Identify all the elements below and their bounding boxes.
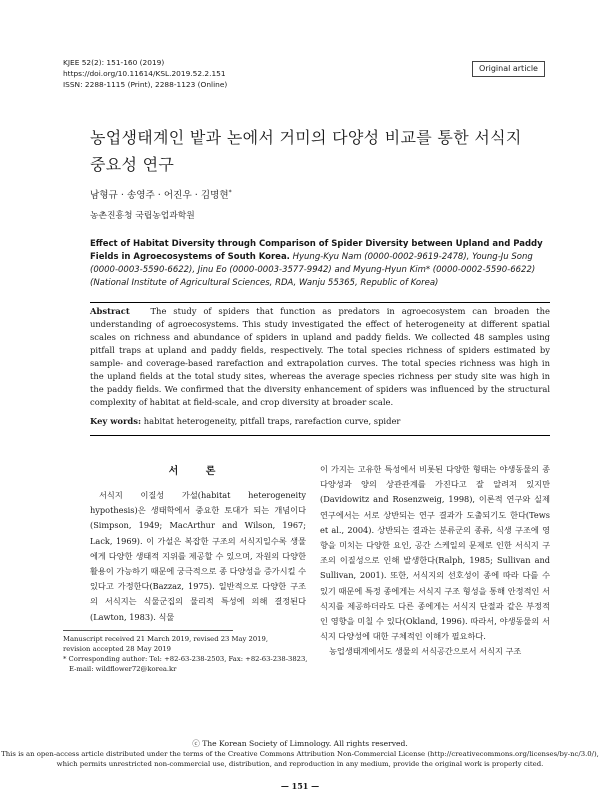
- english-title-block: [90, 238, 550, 290]
- english-title: Effect of Habitat Diversity through Comparison of Spider Diversity between Upland and Paddy Fields in Agroecosystems of South Korea.: [90, 239, 543, 262]
- journal-meta: [63, 57, 227, 90]
- keywords-text: habitat heterogeneity, pitfall traps, rarefaction curve, spider: [143, 416, 401, 426]
- copyright-line: ⓒ The Korean Society of Limnology. All rights reserved.: [192, 739, 408, 748]
- footnote: [63, 634, 313, 674]
- keywords-label: Key words:: [90, 416, 142, 426]
- doi-link[interactable]: https://doi.org/10.11614/KSL.2019.52.2.151: [63, 69, 226, 78]
- korean-title-line-2: 중요성 연구: [90, 155, 175, 174]
- footnote-rule: [63, 630, 233, 631]
- abstract-label: Abstract: [90, 306, 130, 316]
- abstract: [90, 305, 550, 409]
- english-authors: Hyung-Kyu Nam (0000-0002-9619-2478), Young-Ju Song (0000-0003-5590-6622), Jinu Eo (0000-0003-3577-9942) and Myung-Hyun Kim* (0000-0002-5590-6622): [90, 252, 536, 275]
- korean-affiliation: 농촌진흥청 국립농업과학원: [90, 211, 195, 221]
- body-column-left: [90, 488, 306, 625]
- license-line: which permits unrestricted non-commercial use, distribution, and reproduction in any medium, provide the original work is properly cited.: [56, 760, 544, 768]
- keywords: [90, 416, 550, 426]
- corresponding-author-mark: *: [228, 188, 232, 196]
- english-affiliation: (National Institute of Agricultural Sciences, RDA, Wanju 55365, Republic of Korea): [90, 278, 439, 288]
- journal-citation: KJEE 52(2): 151-160 (2019): [63, 58, 165, 67]
- body-paragraph: 서식지 이질성 가설(habitat heterogeneity hypothesis)은 생태학에서 중요한 토대가 되는 개념이다(Simpson, 1949; MacArthur and Wilson, 1967; Lack, 1969). 이 가설은 복잡한 구조의 서식지일수록 생물에게 다양한 생태적 지위를 제공할 수 있으며, 자원의 다양한 활용이 가능하기 때문에 궁극적으로 종 다양성을 증가시킬 수 있다고 가정한다(Bazzaz, 1975). 일반적으로 다양한 구조의 서식지는 식물군집의 물리적 특성에 의해 결정된다(Lawton, 1983). 식물: [90, 490, 306, 622]
- body-column-right: [320, 462, 550, 660]
- abstract-bottom-rule: [90, 435, 550, 436]
- license-notice: [0, 739, 600, 769]
- revision-accepted: revision accepted 28 May 2019: [63, 645, 172, 653]
- license-line: This is an open-access article distributed under the terms of the Creative Commons Attribution Non-Commercial License (http://creativecommons.org/licenses/by-nc/3.0/),: [1, 750, 599, 758]
- issn: ISSN: 2288-1115 (Print), 2288-1123 (Online): [63, 80, 228, 89]
- abstract-text: The study of spiders that function as predators in agroecosystem can broaden the understanding of agroecosystems. This study investigated the effect of heterogeneity at different spatial scales on richness and abundance of spiders in upland and paddy fields. We collected 48 samples using pitfall traps at upland and paddy fields, respectively. The total species richness of spiders estimated by sample- and coverage-based rarefaction and extrapolation curves. The total species richness was high in the upland fields at the total study sites, whereas the average species richness per study site was high in the paddy fields. We confirmed that the diversity enhancement of spiders was influenced by the structural complexity of habitat at field-scale, and crop diversity at broader scale.: [90, 306, 550, 407]
- body-paragraph: 농업생태계에서도 생물의 서식공간으로서 서식지 구조: [329, 646, 522, 657]
- korean-authors: [90, 187, 232, 201]
- body-paragraph: 이 가지는 고유한 특성에서 비롯된 다양한 형태는 야생동물의 종 다양성과 양의 상관관계를 가진다고 잘 알려져 있지만(Davidowitz and Rosenzweig, 1998), 이론적 연구와 실제 연구에서는 서로 상반되는 연구 결과가 도출되기도 한다(Tews et al., 2004). 상반되는 결과는 분류군의 종류, 식생 구조에 영향을 미치는 다양한 요인, 공간 스케일의 문제로 인한 서식지 구조의 이질성으로 인해 발생한다(Ralph, 1985; Sullivan and Sullivan, 2001). 또한, 서식지의 선호성이 종에 따라 다를 수 있기 때문에 특정 종에게는 서식지 구조 형성을 통해 안정적인 서식지를 제공하더라도 다른 종에게는 서식지 단절과 같은 부정적인 영향을 미칠 수 있다(Okland, 1996). 따라서, 야생동물의 서식지 다양성에 대한 구체적인 이해가 필요하다.: [320, 464, 550, 642]
- korean-title: [90, 124, 530, 178]
- page-number: — 151 —: [280, 781, 320, 791]
- abstract-top-rule: [90, 302, 550, 303]
- manuscript-received: Manuscript received 21 March 2019, revised 23 May 2019,: [63, 635, 268, 643]
- author-email[interactable]: E-mail: wildflower72@korea.kr: [69, 665, 177, 673]
- article-type-badge: Original article: [472, 61, 545, 77]
- section-heading-introduction: 서 론: [168, 466, 228, 477]
- corresponding-author: * Corresponding author: Tel: +82-63-238-2503, Fax: +82-63-238-3823,: [63, 655, 308, 663]
- korean-authors-names: 남형규 · 송영주 · 어진우 · 김명현: [90, 190, 229, 201]
- korean-title-line-1: 농업생태계인 밭과 논에서 거미의 다양성 비교를 통한 서식지: [90, 128, 522, 147]
